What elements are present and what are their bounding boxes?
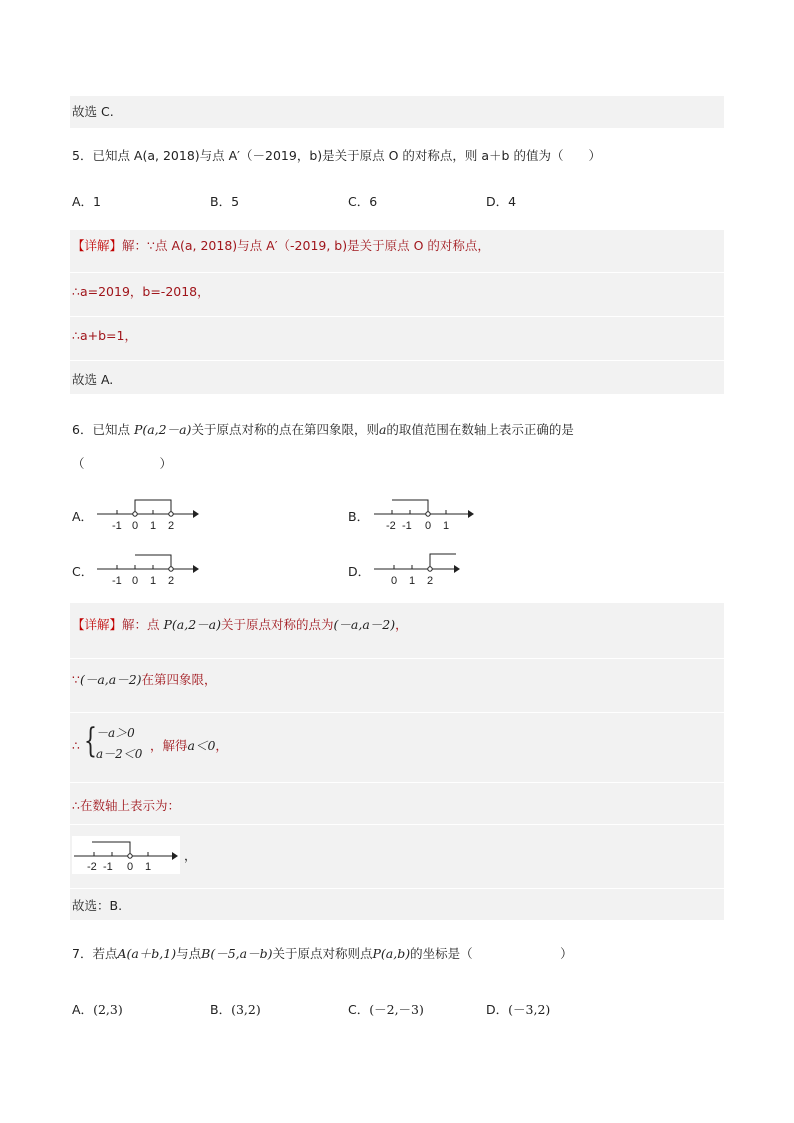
open-point — [169, 512, 173, 516]
q5-solution-line1: 【详解】解：∵点 A(a, 2018)与点 A′（-2019, b)是关于原点 O 的对称点， — [72, 238, 490, 253]
tick-label: 1 — [145, 861, 152, 873]
q5-option-d: D．4 — [486, 194, 517, 209]
open-point — [133, 512, 137, 516]
tick-label: 0 — [391, 575, 398, 587]
system-brace: { — [84, 721, 97, 761]
q4-answer-block — [70, 96, 724, 128]
tick-label: -1 — [112, 520, 122, 532]
q6-option-a-label: A． — [72, 509, 94, 524]
open-point — [128, 854, 132, 858]
tick-label: 2 — [168, 575, 175, 587]
tick-label: 1 — [150, 575, 157, 587]
open-point — [428, 567, 432, 571]
tick-label: -1 — [402, 520, 412, 532]
tick-label: -2 — [386, 520, 396, 532]
q6-answer: 故选：B. — [72, 898, 123, 913]
q5-option-c: C．6 — [348, 194, 378, 209]
tick-label: 2 — [427, 575, 434, 587]
open-point — [426, 512, 430, 516]
q6-option-b-numberline — [372, 494, 482, 534]
q7-option-b: B．(3,2) — [210, 1002, 261, 1017]
q7-option-c: C．(－2,－3) — [348, 1002, 424, 1017]
axis-arrow — [193, 565, 199, 573]
q6-axis-after: ， — [184, 848, 197, 863]
range-bracket — [430, 554, 456, 569]
q5-option-a: A．1 — [72, 194, 102, 209]
solution-tag: 【详解】 — [72, 238, 123, 253]
q6-option-c-label: C． — [72, 564, 94, 579]
inequality-2: a－2＜0 — [96, 747, 143, 761]
axis-arrow — [172, 852, 178, 860]
q6-option-c-numberline — [95, 549, 205, 589]
q6-solution-line4: ∴在数轴上表示为： — [72, 798, 180, 813]
solution-tag: 【详解】 — [72, 617, 123, 632]
tick-label: -1 — [103, 861, 113, 873]
tick-label: -2 — [87, 861, 97, 873]
axis-arrow — [193, 510, 199, 518]
q6-option-d-numberline — [372, 549, 472, 589]
q5-solution-block — [70, 230, 724, 394]
q6-solution-numberline — [72, 836, 184, 874]
tick-label: 0 — [425, 520, 432, 532]
q4-answer: 故选 C. — [72, 104, 114, 119]
q6-option-d-label: D． — [348, 564, 371, 579]
tick-label: 2 — [168, 520, 175, 532]
tick-label: 1 — [409, 575, 416, 587]
q5-solution-line3: ∴a+b=1， — [72, 328, 137, 343]
q6-stem: 6．已知点 P(a,2－a)关于原点对称的点在第四象限，则a的取值范围在数轴上表示正确的是 — [72, 422, 574, 437]
q7-option-d: D．(－3,2) — [486, 1002, 551, 1017]
open-point — [169, 567, 173, 571]
tick-label: -1 — [112, 575, 122, 587]
tick-label: 0 — [127, 861, 134, 873]
q5-option-b: B．5 — [210, 194, 240, 209]
tick-label: 1 — [443, 520, 450, 532]
q5-solution-line2: ∴a=2019，b=-2018， — [72, 284, 210, 299]
tick-label: 1 — [150, 520, 157, 532]
q6-solution-line2: ∵(－a,a－2)在第四象限， — [72, 672, 217, 687]
tick-label: 0 — [132, 520, 139, 532]
q6-therefore: ∴ — [72, 738, 80, 753]
inequality-1: －a＞0 — [96, 726, 135, 740]
q6-solution-line1: 【详解】解：点 P(a,2－a)关于原点对称的点为(－a,a－2)， — [72, 617, 408, 632]
range-bracket — [92, 842, 130, 856]
q6-solve-result: ，解得a＜0， — [150, 738, 228, 753]
q7-option-a: A．(2,3) — [72, 1002, 123, 1017]
q6-option-a-numberline — [95, 494, 205, 534]
q7-stem: 7．若点A(a＋b,1)与点B(－5,a－b)关于原点对称则点P(a,b)的坐标是（ ） — [72, 946, 573, 961]
q6-option-b-label: B． — [348, 509, 370, 524]
tick-label: 0 — [132, 575, 139, 587]
axis-arrow — [454, 565, 460, 573]
point-p: P(a,2－a) — [133, 422, 192, 437]
q6-stem-paren: （ ） — [72, 456, 173, 471]
q5-stem: 5．已知点 A(a, 2018)与点 A′（－2019，b)是关于原点 O 的对称点，则 a＋b 的值为（ ） — [72, 148, 601, 163]
q5-answer: 故选 A. — [72, 372, 114, 387]
axis-arrow — [468, 510, 474, 518]
